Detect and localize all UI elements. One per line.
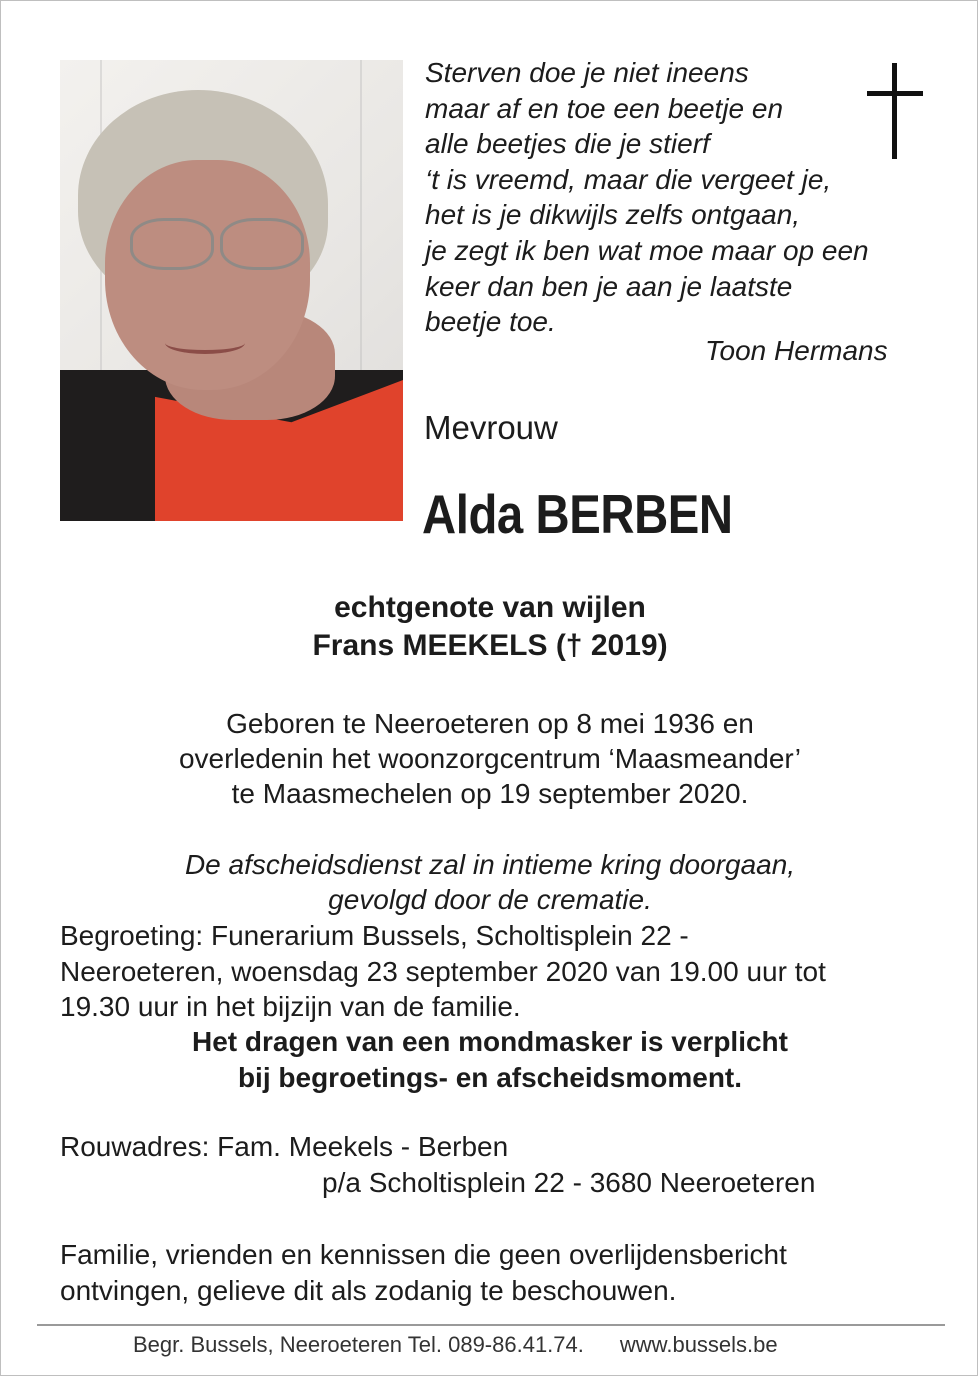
poem-line: ‘t is vreemd, maar die vergeet je,: [425, 163, 832, 195]
portrait-face: [105, 160, 310, 390]
closing-note: [60, 1237, 787, 1308]
spouse-line: echtgenote van wijlen: [334, 591, 646, 624]
greeting-line: Begroeting: Funerarium Bussels, Scholtisplein 22 -: [60, 920, 689, 951]
service-info: [1, 847, 978, 917]
poem-line: Sterven doe je niet ineens: [425, 57, 749, 88]
portrait-smile: [165, 332, 245, 354]
poem-line: je zegt ik ben wat moe maar op een: [425, 234, 869, 266]
greeting-line: Neeroeteren, woensdag 23 september 2020 van 19.00 uur tot: [60, 955, 826, 987]
footer-contact: Begr. Bussels, Neeroeteren Tel. 089-86.41.74.: [133, 1332, 584, 1357]
portrait-glasses-right: [220, 218, 304, 270]
poem-author: Toon Hermans: [705, 335, 888, 366]
birth-line: te Maasmechelen op 19 september 2020.: [231, 778, 749, 809]
poem-line: beetje toe.: [425, 306, 556, 338]
mourning-address-line: p/a Scholtisplein 22 - 3680 Neeroeteren: [322, 1167, 816, 1198]
birth-line: Geboren te Neeroeteren op 8 mei 1936 en: [226, 708, 754, 739]
poem-line: alle beetjes die je stierf: [425, 128, 710, 160]
spouse-info: [1, 589, 978, 665]
greeting-line: 19.30 uur in het bijzijn van de familie.: [60, 991, 521, 1022]
footer-website-link[interactable]: www.bussels.be: [619, 1332, 778, 1357]
footer-divider: [37, 1324, 945, 1326]
deceased-name: Alda BERBEN: [422, 483, 733, 545]
portrait-photo: [60, 60, 403, 521]
poem-line: keer dan ben je aan je laatste: [425, 270, 793, 302]
greeting-info: [60, 918, 940, 1025]
service-line: gevolgd door de crematie.: [328, 884, 652, 915]
mask-line: Het dragen van een mondmasker is verplicht: [192, 1026, 788, 1057]
poem-line: het is je dikwijls zelfs ontgaan,: [425, 199, 801, 231]
cross-icon: [867, 63, 923, 159]
footer: [133, 1332, 778, 1358]
portrait-glasses-left: [130, 218, 214, 270]
note-line: ontvingen, gelieve dit als zodanig te beschouwen.: [60, 1274, 677, 1306]
poem-line: maar af en toe een beetje en: [425, 92, 784, 124]
birth-death-info: [1, 706, 978, 811]
honorific: Mevrouw: [424, 409, 558, 446]
note-line: Familie, vrienden en kennissen die geen overlijdensbericht: [60, 1239, 787, 1270]
spouse-line: Frans MEEKELS († 2019): [312, 629, 668, 662]
mask-notice: [1, 1024, 978, 1095]
mask-line: bij begroetings- en afscheidsmoment.: [237, 1061, 743, 1093]
service-line: De afscheidsdienst zal in intieme kring doorgaan,: [184, 849, 796, 880]
poem: [425, 55, 869, 340]
birth-line: overledenin het woonzorgcentrum ‘Maasmeander’: [178, 743, 802, 774]
mourning-address-line: Rouwadres: Fam. Meekels - Berben: [60, 1131, 509, 1162]
